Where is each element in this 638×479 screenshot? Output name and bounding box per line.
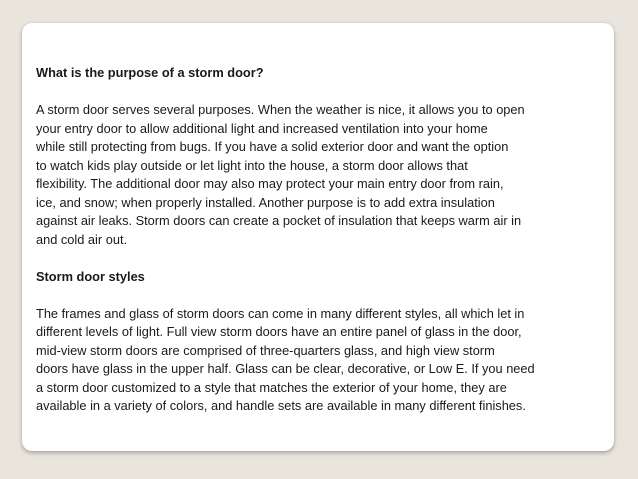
text-line: flexibility. The additional door may also may protect your main entry door from rain, (36, 176, 504, 191)
text-line: while still protecting from bugs. If you have a solid exterior door and want the option (36, 139, 509, 154)
slide-card (22, 23, 614, 451)
text-line: A storm door serves several purposes. When the weather is nice, it allows you to open (36, 102, 525, 117)
text-line: to watch kids play outside or let light into the house, a storm door allows that (36, 157, 468, 173)
slide-content (36, 64, 602, 416)
section-heading-styles: Storm door styles (36, 268, 145, 284)
text-line: against air leaks. Storm doors can create a pocket of insulation that keeps warm air in (36, 213, 522, 228)
text-line: available in a variety of colors, and handle sets are available in many different finishes. (36, 398, 526, 413)
text-line: a storm door customized to a style that matches the exterior of your home, they are (36, 379, 507, 395)
text-line: different levels of light. Full view storm doors have an entire panel of glass in the door, (36, 324, 522, 339)
spacer (36, 83, 602, 102)
text-line: ice, and snow; when properly installed. Another purpose is to add extra insulation (36, 194, 495, 210)
spacer (36, 286, 602, 305)
paragraph-styles (36, 305, 602, 416)
text-line: The frames and glass of storm doors can come in many different styles, all which let in (36, 305, 525, 321)
text-line: and cold air out. (36, 231, 128, 247)
text-line: your entry door to allow additional light and increased ventilation into your home (36, 120, 488, 136)
spacer (36, 249, 602, 268)
section-heading-purpose: What is the purpose of a storm door? (36, 65, 264, 80)
paragraph-purpose (36, 101, 602, 249)
text-line: mid-view storm doors are comprised of three-quarters glass, and high view storm (36, 342, 495, 358)
text-line: doors have glass in the upper half. Glass can be clear, decorative, or Low E. If you need (36, 361, 535, 376)
